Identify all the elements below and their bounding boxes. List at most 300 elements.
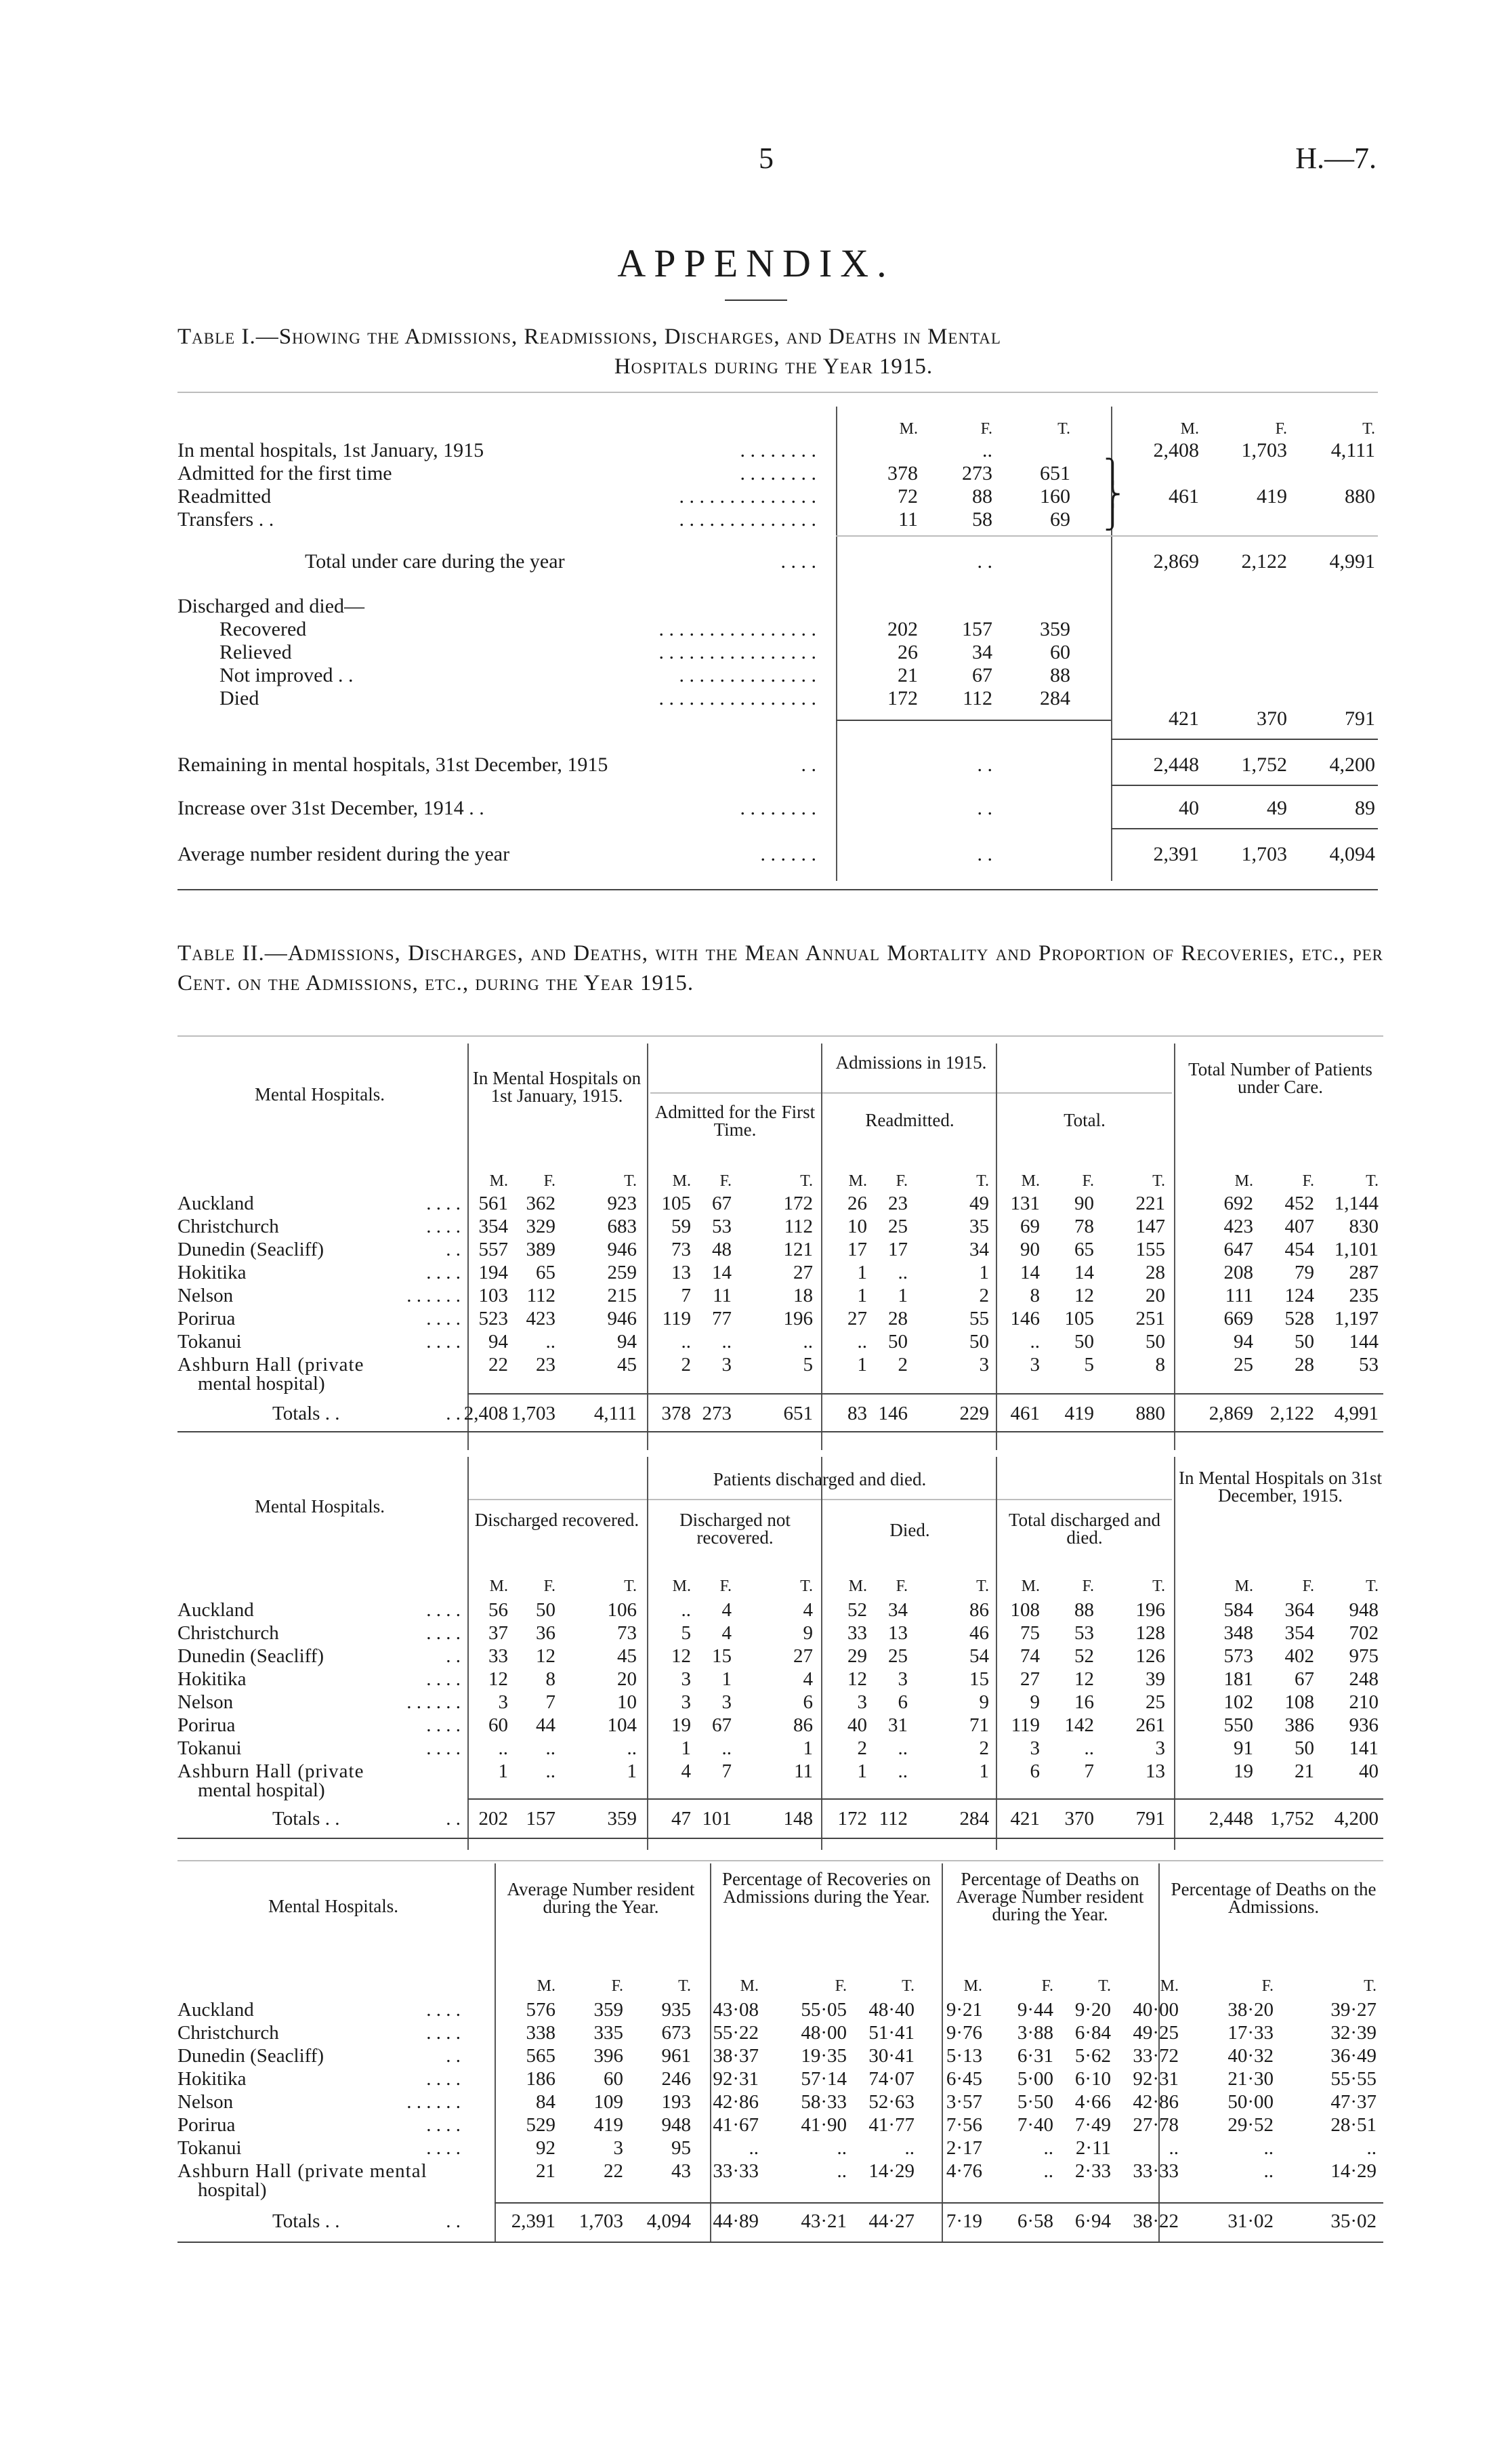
table2a-row2-cell-9: 90: [1020, 1239, 1040, 1260]
table2a-row7-cell-12: 25: [1234, 1354, 1253, 1376]
table2c-row3-cell-10: 21·30: [1227, 2068, 1274, 2090]
table2c-row4-cell-11: 47·37: [1330, 2091, 1377, 2113]
table2a-mft-8: T.: [976, 1172, 989, 1190]
table2b-row7-cell-2: 1: [627, 1760, 637, 1782]
table1-discharged-heading: Discharged and died—: [177, 595, 365, 617]
table2b-row7-cell-4: 7: [721, 1760, 732, 1782]
table2b-header-not-recovered: Discharged not recovered.: [679, 1510, 791, 1548]
table2a-row3-cell-4: 14: [712, 1262, 732, 1283]
table2b-row0-cell-11: 196: [1135, 1599, 1165, 1621]
table2c-mft-11: T.: [1364, 1977, 1377, 1995]
table2b-row5-cell-1: 44: [536, 1714, 555, 1736]
table1-total-under-care-right-2: 4,991: [1329, 550, 1375, 573]
table2c-header-average: Average Number resident during the Year.: [507, 1879, 695, 1917]
table2a-mft-2: T.: [624, 1172, 637, 1190]
table2c-hospital-6: Tokanui: [177, 2137, 242, 2159]
table2c-row0-cell-4: 55·05: [801, 1999, 847, 2021]
table1-in-hospitals-label: In mental hospitals, 1st January, 1915: [177, 439, 484, 461]
table2b-mft-4: F.: [719, 1577, 732, 1595]
table2c-totals-cell-1: 1,703: [579, 2210, 623, 2232]
table1-recovered-label: Recovered: [219, 618, 307, 640]
table2a-totals-cell-7: 146: [878, 1403, 908, 1424]
table2b-header-died: Died.: [889, 1520, 930, 1540]
table2b-mft-10: F.: [1082, 1577, 1094, 1595]
table2b-totals-cell-13: 1,752: [1269, 1808, 1314, 1830]
table2c-top-rule: [177, 1860, 1383, 1861]
table2c-row2-cell-6: 5·13: [946, 2045, 982, 2067]
table1-total-under-care-mid-dots: . .: [977, 550, 992, 573]
table2a-totals-rule-bottom: [177, 1431, 1383, 1432]
table2b-row7-cell-12: 19: [1234, 1760, 1253, 1782]
table2b-row3-cell-8: 15: [969, 1668, 989, 1690]
table2a-row0-cell-12: 692: [1223, 1193, 1253, 1214]
table2c-row3-cell-4: 57·14: [801, 2068, 847, 2090]
table2c-row0-cell-11: 39·27: [1330, 1999, 1377, 2021]
table2c-row3-cell-1: 60: [604, 2068, 623, 2090]
table2a-row4-cell-1: 112: [526, 1285, 555, 1306]
table2a-totals-cell-5: 651: [783, 1403, 813, 1424]
table1-in-hospitals-right-1: 1,703: [1241, 439, 1287, 461]
table2b-totals-cell-7: 112: [879, 1808, 908, 1830]
table2a-row2-cell-5: 121: [783, 1239, 813, 1260]
table2a-row3-cell-7: ..: [898, 1262, 908, 1283]
table2a-row1-cell-12: 423: [1223, 1216, 1253, 1237]
table2b-totals-rule-bottom: [177, 1838, 1383, 1839]
table2b-row4-cell-10: 16: [1074, 1691, 1094, 1713]
table2b-totals-cell-10: 370: [1064, 1808, 1094, 1830]
table2a-row0-cell-14: 1,144: [1334, 1193, 1379, 1214]
table2a-row0-cell-4: 67: [712, 1193, 732, 1214]
table2a-header-under-care: Total Number of Patients under Care.: [1188, 1059, 1372, 1097]
table1-readmitted-label: Readmitted: [177, 485, 272, 508]
table2b-row4-cell-8: 9: [979, 1691, 989, 1713]
table2b-row7-cell-10: 7: [1084, 1760, 1094, 1782]
table2b-hospital-dots-6: . . . .: [426, 1737, 461, 1759]
appendix-title: APPENDIX.: [617, 241, 895, 285]
table2b-row5-cell-11: 261: [1135, 1714, 1165, 1736]
table2a-hospital-1: Christchurch: [177, 1216, 279, 1237]
table1-mid-header-T.: T.: [1057, 420, 1070, 438]
table2a-hospital-dots-2: . .: [446, 1239, 461, 1260]
table2a-row5-cell-3: 119: [662, 1308, 691, 1329]
table2b-hospital-dots-5: . . . .: [426, 1714, 461, 1736]
table2a-row6-cell-7: 50: [888, 1331, 908, 1353]
table2a-hospital-dots-6: . . . .: [426, 1331, 461, 1353]
table1-remaining-leader-dots: . .: [801, 753, 816, 776]
table2c-row5-cell-11: 28·51: [1330, 2114, 1377, 2136]
table2a-header-mental-hospitals: Mental Hospitals.: [255, 1084, 385, 1104]
table2c-totals-cell-2: 4,094: [646, 2210, 691, 2232]
table2b-header-recovered: Discharged recovered.: [474, 1510, 639, 1530]
table2b-row0-cell-13: 364: [1284, 1599, 1314, 1621]
table2b-row4-cell-0: 3: [498, 1691, 508, 1713]
table2a-row3-cell-1: 65: [536, 1262, 555, 1283]
table1-increase-right-1: 49: [1267, 797, 1287, 819]
table2c-row2-cell-7: 6·31: [1017, 2045, 1053, 2067]
table2a-hospital-4: Nelson: [177, 1285, 234, 1306]
table2b-row6-cell-0: ..: [498, 1737, 508, 1759]
table2c-row0-cell-3: 43·08: [713, 1999, 759, 2021]
table2b-totals-cell-6: 172: [837, 1808, 867, 1830]
table2b-row4-cell-4: 3: [721, 1691, 732, 1713]
table1-recovered-mid-2: 359: [1040, 618, 1070, 640]
table2b-row0-cell-2: 106: [607, 1599, 637, 1621]
table2b-hospital-5: Porirua: [177, 1714, 236, 1736]
table2b-totals-dots: . .: [446, 1808, 461, 1830]
table2a-row4-cell-6: 1: [857, 1285, 867, 1306]
table2b-row2-cell-5: 27: [793, 1645, 813, 1667]
table2a-row4-cell-12: 111: [1225, 1285, 1253, 1306]
table2b-row2-cell-13: 402: [1284, 1645, 1314, 1667]
table2b-row5-cell-8: 71: [969, 1714, 989, 1736]
table2c-row1-cell-0: 338: [526, 2022, 555, 2044]
table1-increase-right-2: 89: [1355, 797, 1375, 819]
table2b-row0-cell-9: 108: [1010, 1599, 1040, 1621]
table2c-row6-cell-5: ..: [904, 2137, 915, 2159]
table1-transfers-mid-0: 11: [898, 508, 918, 531]
table2b-row1-cell-6: 33: [847, 1622, 867, 1644]
table2c-row6-cell-3: ..: [749, 2137, 759, 2159]
table2a-row1-cell-7: 25: [888, 1216, 908, 1237]
table2b-row1-cell-8: 46: [969, 1622, 989, 1644]
table2c-row1-cell-2: 673: [661, 2022, 691, 2044]
table2b-row3-cell-14: 248: [1349, 1668, 1379, 1690]
table2c-row1-cell-5: 51·41: [868, 2022, 915, 2044]
table2b-totals-cell-0: 202: [478, 1808, 508, 1830]
table2c-row7-cell-4: ..: [837, 2160, 847, 2182]
table1-discharge-total-2: 791: [1345, 707, 1375, 730]
table2b-row2-cell-14: 975: [1349, 1645, 1379, 1667]
table2c-row6-cell-6: 2·17: [946, 2137, 982, 2159]
table2c-row7-cell-0: 21: [536, 2160, 555, 2182]
table2c-row7-cell-11: 14·29: [1330, 2160, 1377, 2182]
table2a-row1-cell-2: 683: [607, 1216, 637, 1237]
table2a-row2-cell-1: 389: [526, 1239, 555, 1260]
table1-died-leader-dots: . . . . . . . . . . . . . . . .: [658, 687, 816, 709]
table2b-header-mental-hospitals: Mental Hospitals.: [255, 1496, 385, 1516]
table2c-hospital-dots-5: . . . .: [426, 2114, 461, 2136]
table1-right-header-F.: F.: [1275, 420, 1287, 438]
table2b-row1-cell-5: 9: [803, 1622, 813, 1644]
table2c-row5-cell-1: 419: [593, 2114, 623, 2136]
table2c-totals-rule-top: [495, 2202, 1383, 2204]
table2c-row7-cell-3: 33·33: [713, 2160, 759, 2182]
table2a-row5-cell-7: 28: [888, 1308, 908, 1329]
table2a-totals-dots: . .: [446, 1403, 461, 1424]
table2b-mft-8: T.: [976, 1577, 989, 1595]
table2a-row4-cell-2: 215: [607, 1285, 637, 1306]
table2c-row1-cell-11: 32·39: [1330, 2022, 1377, 2044]
table2c-mft-6: M.: [963, 1977, 982, 1995]
table1-total-under-care-label: Total under care during the year: [305, 550, 565, 573]
table2c-row5-cell-0: 529: [526, 2114, 555, 2136]
table2b-row5-cell-13: 386: [1284, 1714, 1314, 1736]
table1-not-improved-mid-1: 67: [972, 664, 992, 686]
table2a-ashburn-a: Ashburn Hall (private: [177, 1354, 364, 1376]
table2a-row7-cell-5: 5: [803, 1354, 813, 1376]
table2a-hospital-3: Hokitika: [177, 1262, 247, 1283]
table2b-hospital-dots-0: . . . .: [426, 1599, 461, 1621]
table2b-row6-cell-1: ..: [545, 1737, 555, 1759]
table2c-totals-dots: . .: [446, 2210, 461, 2232]
table2b-row5-cell-3: 19: [671, 1714, 691, 1736]
table2a-hospital-6: Tokanui: [177, 1331, 242, 1353]
table2c-row5-cell-4: 41·90: [801, 2114, 847, 2136]
table2b-row7-cell-3: 4: [681, 1760, 691, 1782]
table2c-row3-cell-9: 92·31: [1133, 2068, 1179, 2090]
table2b-row4-cell-13: 108: [1284, 1691, 1314, 1713]
table2a-totals-label: Totals . .: [272, 1403, 340, 1424]
table2a-row5-cell-12: 669: [1223, 1308, 1253, 1329]
table2b-row0-cell-12: 584: [1223, 1599, 1253, 1621]
table2a-row1-cell-3: 59: [671, 1216, 691, 1237]
table2a-row4-cell-0: 103: [478, 1285, 508, 1306]
table2c-mft-9: M.: [1160, 1977, 1179, 1995]
table2c-row6-cell-11: ..: [1366, 2137, 1377, 2159]
table2b-row5-cell-2: 104: [607, 1714, 637, 1736]
table2b-row6-cell-7: ..: [898, 1737, 908, 1759]
table2b-row2-cell-7: 25: [888, 1645, 908, 1667]
table1-remaining-label: Remaining in mental hospitals, 31st December, 1915: [177, 753, 608, 776]
table2b-mft-2: T.: [624, 1577, 637, 1595]
table1-mid-header-M.: M.: [899, 420, 918, 438]
table2b-totals-label: Totals . .: [272, 1808, 340, 1830]
table2b-mft-11: T.: [1152, 1577, 1165, 1595]
table2b-mft-7: F.: [896, 1577, 908, 1595]
table2c-totals-cell-0: 2,391: [511, 2210, 555, 2232]
table2b-row7-cell-0: 1: [498, 1760, 508, 1782]
table2b-row0-cell-6: 52: [847, 1599, 867, 1621]
table2b-row0-cell-5: 4: [803, 1599, 813, 1621]
table2b-row3-cell-7: 3: [898, 1668, 908, 1690]
table2b-row6-cell-14: 141: [1349, 1737, 1379, 1759]
document-reference: H.—7.: [1295, 142, 1377, 175]
table2a-mft-6: M.: [848, 1172, 867, 1190]
table2b-totals-cell-8: 284: [959, 1808, 989, 1830]
table1-remaining-right-2: 4,200: [1329, 753, 1375, 776]
table2a-hospital-2: Dunedin (Seacliff): [177, 1239, 324, 1260]
table2c-totals-cell-11: 35·02: [1330, 2210, 1377, 2232]
table1-increase-right-0: 40: [1179, 797, 1199, 819]
table2c-row2-cell-0: 565: [526, 2045, 555, 2067]
table2a-totals-cell-13: 2,122: [1269, 1403, 1314, 1424]
table2c-hospital-dots-6: . . . .: [426, 2137, 461, 2159]
table2a-header-first-time: Admitted for the First Time.: [654, 1102, 816, 1140]
table2b-row5-cell-7: 31: [888, 1714, 908, 1736]
table2c-totals-cell-7: 6·58: [1017, 2210, 1053, 2232]
table2a-row4-cell-5: 18: [793, 1285, 813, 1306]
table2c-row2-cell-2: 961: [661, 2045, 691, 2067]
table2a-row3-cell-2: 259: [607, 1262, 637, 1283]
table2a-row7-cell-13: 28: [1295, 1354, 1314, 1376]
table2c-mft-4: F.: [835, 1977, 847, 1995]
table2b-col-rule-4: [1174, 1457, 1175, 1850]
table1-increase-leader-dots: . . . . . . . .: [740, 797, 816, 819]
table2b-totals-cell-2: 359: [607, 1808, 637, 1830]
table2c-row6-cell-7: ..: [1043, 2137, 1053, 2159]
table2c-mft-7: F.: [1041, 1977, 1053, 1995]
table2c-totals-cell-9: 38·22: [1133, 2210, 1179, 2232]
table2b-row6-cell-3: 1: [681, 1737, 691, 1759]
table2a-row6-cell-11: 50: [1146, 1331, 1165, 1353]
table2b-hospital-4: Nelson: [177, 1691, 234, 1713]
table2b-row4-cell-7: 6: [898, 1691, 908, 1713]
table2a-row5-cell-11: 251: [1135, 1308, 1165, 1329]
table2a-row6-cell-6: ..: [857, 1331, 867, 1353]
table2c-hospital-dots-4: . . . . . .: [406, 2091, 461, 2113]
table2a-row7-cell-0: 22: [488, 1354, 508, 1376]
table2a-row3-cell-9: 14: [1020, 1262, 1040, 1283]
table2b-totals-cell-3: 47: [671, 1808, 691, 1830]
table2b-row0-cell-14: 948: [1349, 1599, 1379, 1621]
table2a-ashburn-b: mental hospital): [198, 1373, 325, 1395]
table2b-totals-cell-12: 2,448: [1209, 1808, 1253, 1830]
table2a-row3-cell-10: 14: [1074, 1262, 1094, 1283]
table2b-hospital-6: Tokanui: [177, 1737, 242, 1759]
table1-transfers-mid-1: 58: [972, 508, 992, 531]
table2b-row2-cell-9: 74: [1020, 1645, 1040, 1667]
table2b-row5-cell-10: 142: [1064, 1714, 1094, 1736]
table2b-row4-cell-11: 25: [1146, 1691, 1165, 1713]
table1-admitted-mid-1: 273: [962, 462, 992, 484]
table2c-row5-cell-10: 29·52: [1227, 2114, 1274, 2136]
table2b-row3-cell-10: 12: [1074, 1668, 1094, 1690]
table1-transfers-leader-dots: . . . . . . . . . . . . . .: [679, 508, 816, 531]
table2a-row0-cell-9: 131: [1010, 1193, 1040, 1214]
table1-caption-line2: Hospitals during the Year 1915.: [614, 354, 933, 379]
table2a-totals-cell-1: 1,703: [511, 1403, 555, 1424]
page-number: 5: [759, 142, 774, 175]
table2a-row6-cell-2: 94: [617, 1331, 637, 1353]
table2a-row2-cell-3: 73: [671, 1239, 691, 1260]
table2a-totals-cell-2: 4,111: [593, 1403, 637, 1424]
table2b-row3-cell-0: 12: [488, 1668, 508, 1690]
table1-admitted-label: Admitted for the first time: [177, 462, 392, 484]
table2b-row1-cell-13: 354: [1284, 1622, 1314, 1644]
table2a-row0-cell-13: 452: [1284, 1193, 1314, 1214]
table2c-row3-cell-2: 246: [661, 2068, 691, 2090]
table2a-row2-cell-10: 65: [1074, 1239, 1094, 1260]
table2c-row5-cell-2: 948: [661, 2114, 691, 2136]
table1-recovered-mid-0: 202: [887, 618, 918, 640]
table2b-header-total: Total discharged and died.: [1008, 1510, 1161, 1548]
table2c-row7-cell-9: 33·33: [1133, 2160, 1179, 2182]
table2c-mft-3: M.: [740, 1977, 759, 1995]
table2c-row4-cell-0: 84: [536, 2091, 555, 2113]
table2c-row1-cell-7: 3·88: [1017, 2022, 1053, 2044]
table2c-hospital-2: Dunedin (Seacliff): [177, 2045, 324, 2067]
table2c-row0-cell-2: 935: [661, 1999, 691, 2021]
table2c-mft-2: T.: [678, 1977, 691, 1995]
table2c-row7-cell-10: ..: [1263, 2160, 1274, 2182]
table2a-mft-3: M.: [672, 1172, 691, 1190]
table2a-mft-5: T.: [800, 1172, 813, 1190]
table2a-totals-cell-12: 2,869: [1209, 1403, 1253, 1424]
table2b-row6-cell-8: 2: [979, 1737, 989, 1759]
table2c-row0-cell-1: 359: [593, 1999, 623, 2021]
table2c-row4-cell-6: 3·57: [946, 2091, 982, 2113]
table2b-row2-cell-11: 126: [1135, 1645, 1165, 1667]
table2a-row7-cell-1: 23: [536, 1354, 555, 1376]
table2a-row2-cell-0: 557: [478, 1239, 508, 1260]
table1-average-mid-dots: . .: [977, 843, 992, 865]
table2b-row4-cell-9: 9: [1030, 1691, 1040, 1713]
table2b-mft-3: M.: [672, 1577, 691, 1595]
table2a-row7-cell-3: 2: [681, 1354, 691, 1376]
table2c-row6-cell-2: 95: [671, 2137, 691, 2159]
table2c-hospital-0: Auckland: [177, 1999, 254, 2021]
table2a-row4-cell-9: 8: [1030, 1285, 1040, 1306]
table1-relieved-mid-0: 26: [898, 641, 918, 663]
table2a-mft-12: M.: [1234, 1172, 1253, 1190]
table2c-row6-cell-0: 92: [536, 2137, 555, 2159]
table2a-row0-cell-5: 172: [783, 1193, 813, 1214]
table2c-row4-cell-2: 193: [661, 2091, 691, 2113]
table2a-row2-cell-7: 17: [888, 1239, 908, 1260]
table2a-row7-cell-6: 1: [857, 1354, 867, 1376]
table2b-row3-cell-6: 12: [847, 1668, 867, 1690]
table2a-row7-cell-10: 5: [1084, 1354, 1094, 1376]
table2a-row5-cell-1: 423: [526, 1308, 555, 1329]
table2b-hospital-dots-1: . . . .: [426, 1622, 461, 1644]
table2b-row0-cell-0: 56: [488, 1599, 508, 1621]
table2c-row0-cell-8: 9·20: [1074, 1999, 1111, 2021]
table2b-row1-cell-11: 128: [1135, 1622, 1165, 1644]
table2a-admissions-rule: [650, 1092, 1172, 1094]
table1-right-header-T.: T.: [1362, 420, 1375, 438]
table2a-row6-cell-0: 94: [488, 1331, 508, 1353]
table2a-row0-cell-10: 90: [1074, 1193, 1094, 1214]
table2b-row4-cell-3: 3: [681, 1691, 691, 1713]
table2a-row3-cell-6: 1: [857, 1262, 867, 1283]
table2a-totals-cell-8: 229: [959, 1403, 989, 1424]
table2b-row6-cell-11: 3: [1155, 1737, 1165, 1759]
table2a-col-rule-4: [1174, 1044, 1175, 1450]
table2a-totals-cell-0: 2,408: [463, 1403, 508, 1424]
table2b-row7-cell-13: 21: [1295, 1760, 1314, 1782]
table2a-row0-cell-0: 561: [478, 1193, 508, 1214]
table2c-row1-cell-9: 49·25: [1133, 2022, 1179, 2044]
table2c-mft-0: M.: [537, 1977, 555, 1995]
table1-admitted-leader-dots: . . . . . . . .: [740, 462, 816, 484]
table2c-row0-cell-9: 40·00: [1133, 1999, 1179, 2021]
table2c-row6-cell-4: ..: [837, 2137, 847, 2159]
table2b-row7-cell-1: ..: [545, 1760, 555, 1782]
table2b-row2-cell-1: 12: [536, 1645, 555, 1667]
table2b-row2-cell-4: 15: [712, 1645, 732, 1667]
table2c-totals-label: Totals . .: [272, 2210, 340, 2232]
table2b-totals-cell-11: 791: [1135, 1808, 1165, 1830]
table2c-hospital-5: Porirua: [177, 2114, 236, 2136]
table2b-row0-cell-10: 88: [1074, 1599, 1094, 1621]
table2a-row6-cell-4: ..: [721, 1331, 732, 1353]
table1-discharge-total-0: 421: [1169, 707, 1199, 730]
table2b-row2-cell-12: 573: [1223, 1645, 1253, 1667]
table2a-row3-cell-14: 287: [1349, 1262, 1379, 1283]
table2a-row2-cell-12: 647: [1223, 1239, 1253, 1260]
table2a-mft-9: M.: [1021, 1172, 1040, 1190]
table1-remaining-right-0: 2,448: [1153, 753, 1199, 776]
table2c-row2-cell-3: 38·37: [713, 2045, 759, 2067]
table1-average-right-2: 4,094: [1329, 843, 1375, 865]
table2a-row4-cell-13: 124: [1284, 1285, 1314, 1306]
table2b-row3-cell-3: 3: [681, 1668, 691, 1690]
table2a-row5-cell-9: 146: [1010, 1308, 1040, 1329]
table2a-row2-cell-8: 34: [969, 1239, 989, 1260]
table2a-row3-cell-3: 13: [671, 1262, 691, 1283]
table2c-row7-cell-2: 43: [671, 2160, 691, 2182]
table2b-row4-cell-14: 210: [1349, 1691, 1379, 1713]
